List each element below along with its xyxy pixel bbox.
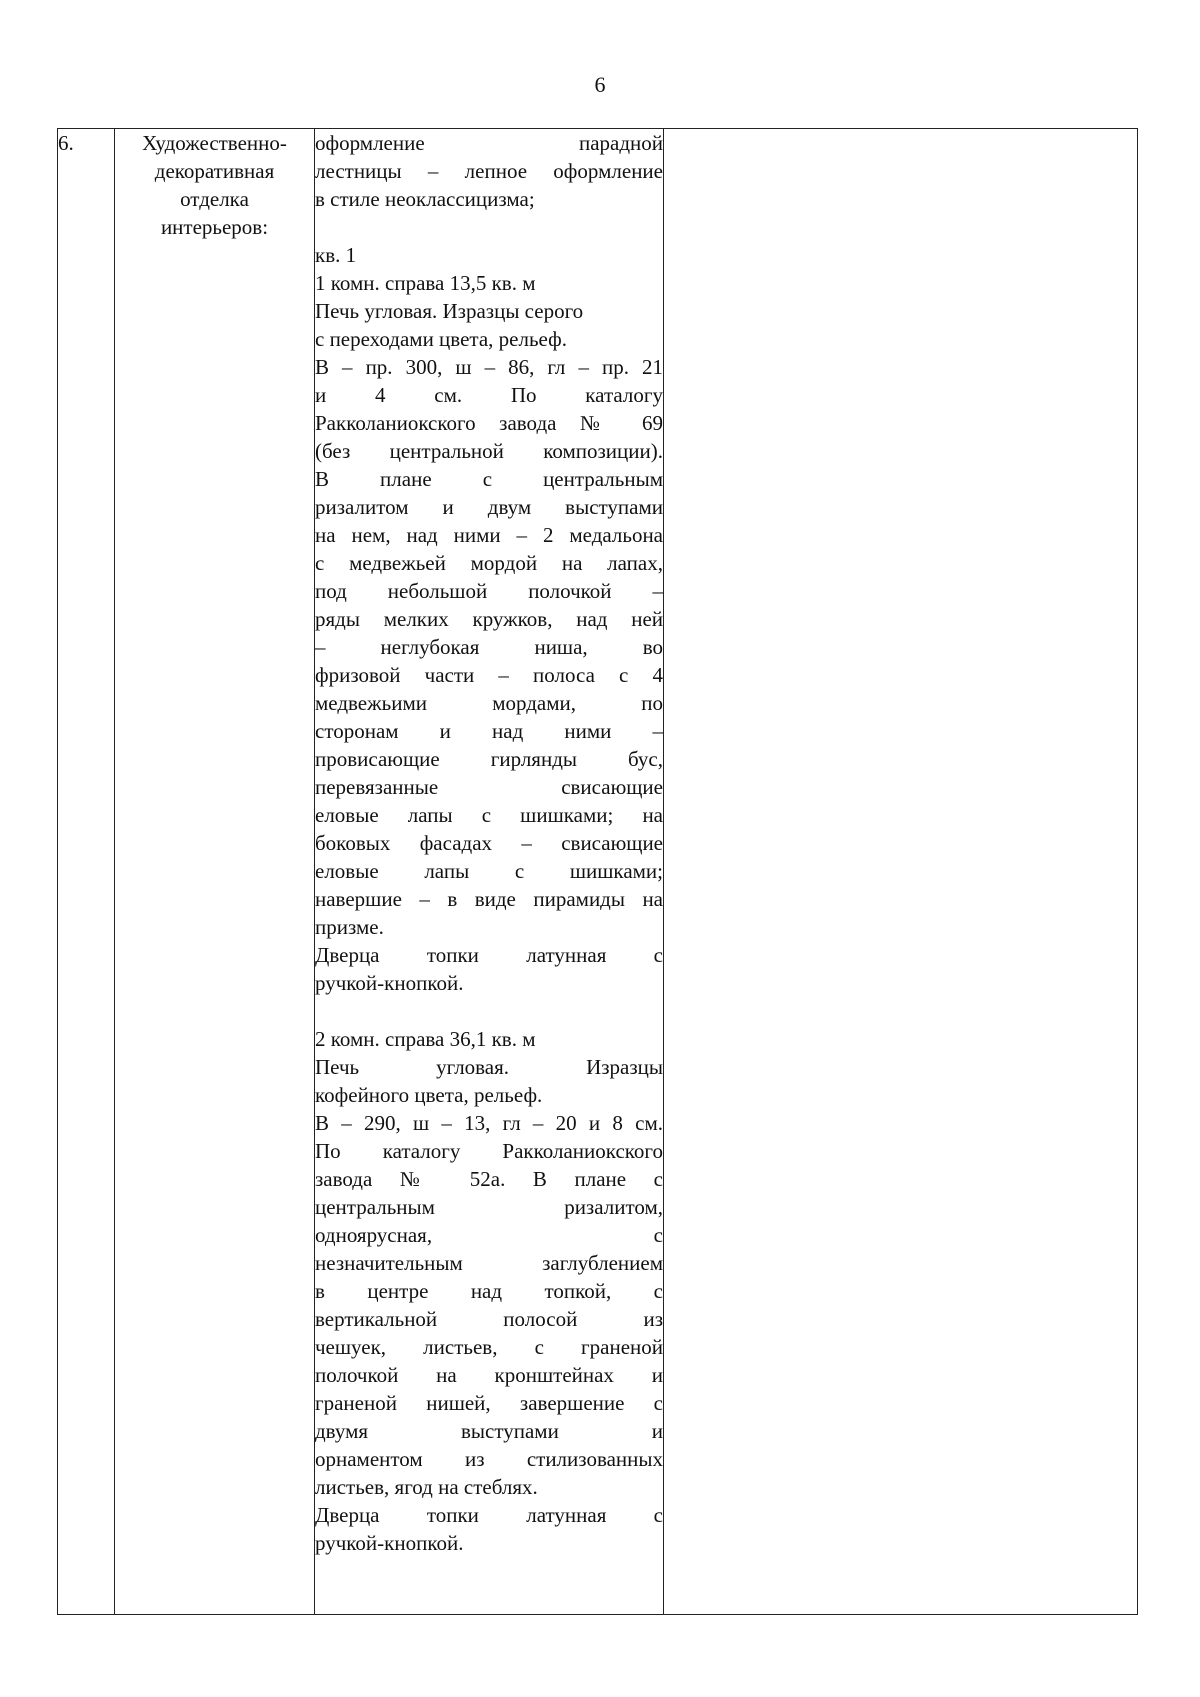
- text-line: кофейного цвета, рельеф.: [315, 1083, 543, 1107]
- text-line: еловые лапы с шишками; на: [315, 803, 663, 827]
- text-line: лестницы – лепное оформление: [315, 159, 663, 183]
- text-line: оформление парадной: [315, 131, 663, 155]
- text-line: граненой нишей, завершение с: [315, 1391, 663, 1415]
- section-title-line: декоративная: [154, 159, 275, 183]
- row-number: 6.: [58, 129, 115, 1615]
- text-line: 2 комн. справа 36,1 кв. м: [315, 1027, 536, 1051]
- page-number: 6: [594, 72, 606, 97]
- spacer: [315, 997, 663, 1025]
- text-line: чешуек, листьев, с граненой: [315, 1335, 663, 1359]
- text-line: ручкой-кнопкой.: [315, 971, 464, 995]
- room-1-stove-description: [315, 269, 663, 997]
- text-line: фризовой части – полоса с 4: [315, 663, 663, 687]
- text-line: полочкой на кронштейнах и: [315, 1363, 663, 1387]
- room-2-stove-description: [315, 1025, 663, 1557]
- text-line: центральным ризалитом,: [315, 1195, 663, 1219]
- description-cell: [315, 129, 664, 1615]
- text-line: вертикальной полосой из: [315, 1307, 663, 1331]
- text-line: двумя выступами и: [315, 1419, 663, 1443]
- text-line: орнаментом из стилизованных: [315, 1447, 663, 1471]
- text-line: навершие – в виде пирамиды на: [315, 887, 663, 911]
- text-line: под небольшой полочкой –: [315, 579, 663, 603]
- text-line: провисающие гирлянды бус,: [315, 747, 663, 771]
- text-line: с медвежьей мордой на лапах,: [315, 551, 663, 575]
- text-line: еловые лапы с шишками;: [315, 859, 663, 883]
- text-line: В – пр. 300, ш – 86, гл – пр. 21: [315, 355, 663, 379]
- spacer: [315, 213, 663, 241]
- text-line: ряды мелких кружков, над ней: [315, 607, 663, 631]
- section-title-line: отделка: [180, 187, 249, 211]
- section-title-line: интерьеров:: [160, 215, 269, 239]
- notes-cell: [664, 129, 1138, 1615]
- text-line: в стиле неоклассицизма;: [315, 187, 535, 211]
- text-line: Дверца топки латунная с: [315, 1503, 663, 1527]
- staircase-description: [315, 129, 663, 213]
- text-line: боковых фасадах – свисающие: [315, 831, 663, 855]
- text-line: незначительным заглублением: [315, 1251, 663, 1275]
- text-line: призме.: [315, 915, 384, 939]
- text-line: Ракколаниокского завода № 69: [315, 411, 663, 435]
- text-line: медвежьими мордами, по: [315, 691, 663, 715]
- text-line: В – 290, ш – 13, гл – 20 и 8 см.: [315, 1111, 663, 1135]
- section-title-line: Художественно-: [142, 131, 287, 155]
- text-line: на нем, над ними – 2 медальона: [315, 523, 663, 547]
- text-line: листьев, ягод на стеблях.: [315, 1475, 538, 1499]
- text-line: и 4 см. По каталогу: [315, 383, 663, 407]
- text-line: в центре над топкой, с: [315, 1279, 663, 1303]
- text-line: сторонам и над ними –: [315, 719, 663, 743]
- protected-elements-table: [57, 128, 1138, 1615]
- table-row: [58, 129, 1138, 1615]
- text-line: Дверца топки латунная с: [315, 943, 663, 967]
- text-line: Печь угловая. Изразцы: [315, 1055, 663, 1079]
- text-line: перевязанные свисающие: [315, 775, 663, 799]
- text-line: с переходами цвета, рельеф.: [315, 327, 567, 351]
- text-line: одноярусная, с: [315, 1223, 663, 1247]
- section-title: [115, 129, 315, 1615]
- text-line: Печь угловая. Изразцы серого: [315, 299, 584, 323]
- text-line: 1 комн. справа 13,5 кв. м: [315, 271, 536, 295]
- text-line: ручкой-кнопкой.: [315, 1531, 464, 1555]
- text-line: ризалитом и двум выступами: [315, 495, 663, 519]
- text-line: – неглубокая ниша, во: [315, 635, 663, 659]
- text-line: (без центральной композиции).: [315, 439, 663, 463]
- text-line: По каталогу Ракколаниокского: [315, 1139, 663, 1163]
- text-line: В плане с центральным: [315, 467, 663, 491]
- apartment-label: кв. 1: [315, 243, 357, 267]
- text-line: завода № 52а. В плане с: [315, 1167, 663, 1191]
